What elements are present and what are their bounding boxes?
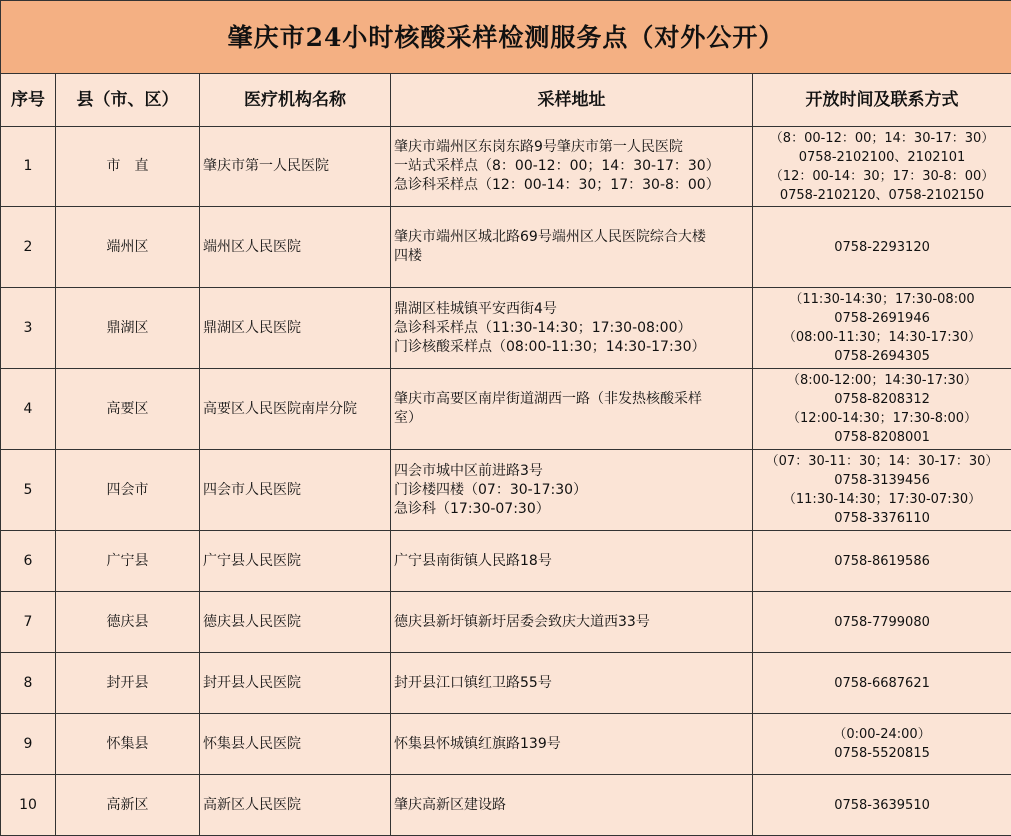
address-line: 鼎湖区桂城镇平安西街4号 (394, 300, 749, 319)
row-number: 7 (1, 592, 56, 653)
contact-line: 0758-2694305 (756, 347, 1008, 366)
contact-line: （08:00-11:30；14:30-17:30） (756, 328, 1008, 347)
county-cell: 德庆县 (56, 592, 200, 653)
hospital-cell: 端州区人民医院 (200, 207, 391, 288)
address-line: 怀集县怀城镇红旗路139号 (394, 735, 749, 754)
row-number: 5 (1, 450, 56, 531)
header-row (1, 74, 1011, 127)
table-row (1, 288, 1011, 369)
address-cell (391, 369, 753, 450)
address-cell (391, 288, 753, 369)
contact-line: （0:00-24:00） (756, 725, 1008, 744)
table-row (1, 450, 1011, 531)
address-cell (391, 592, 753, 653)
address-cell (391, 775, 753, 836)
contact-line: 0758-7799080 (756, 613, 1008, 632)
table-row (1, 369, 1011, 450)
address-cell (391, 207, 753, 288)
contact-cell (753, 775, 1011, 836)
address-line: 一站式采样点（8：00-12：00；14：30-17：30） (394, 157, 749, 176)
county-cell: 市 直 (56, 127, 200, 207)
contact-line: 0758-3639510 (756, 796, 1008, 815)
contact-cell (753, 450, 1011, 531)
address-line: 德庆县新圩镇新圩居委会致庆大道西33号 (394, 613, 749, 632)
table-row (1, 775, 1011, 836)
contact-line: 0758-8208001 (756, 428, 1008, 447)
row-number: 10 (1, 775, 56, 836)
contact-line: （8：00-12：00；14：30-17：30） (756, 129, 1008, 148)
address-line: 广宁县南街镇人民路18号 (394, 552, 749, 571)
row-number: 4 (1, 369, 56, 450)
row-number: 3 (1, 288, 56, 369)
contact-line: （12:00-14:30；17:30-8:00） (756, 409, 1008, 428)
contact-line: 0758-8619586 (756, 552, 1008, 571)
address-line: 肇庆市高要区南岸街道湖西一路（非发热核酸采样 (394, 390, 749, 409)
header-hospital: 医疗机构名称 (200, 74, 391, 127)
address-line: 门诊楼四楼（07：30-17:30） (394, 481, 749, 500)
address-cell (391, 450, 753, 531)
address-line: 肇庆市端州区城北路69号端州区人民医院综合大楼 (394, 228, 749, 247)
hospital-cell: 高新区人民医院 (200, 775, 391, 836)
table-row (1, 207, 1011, 288)
contact-line: （8:00-12:00；14:30-17:30） (756, 371, 1008, 390)
address-cell (391, 653, 753, 714)
contact-cell (753, 653, 1011, 714)
contact-line: 0758-3139456 (756, 471, 1008, 490)
contact-cell (753, 531, 1011, 592)
header-county: 县（市、区） (56, 74, 200, 127)
table-row (1, 127, 1011, 207)
table-row (1, 531, 1011, 592)
address-line: 封开县江口镇红卫路55号 (394, 674, 749, 693)
header-contact: 开放时间及联系方式 (753, 74, 1011, 127)
address-line: 四会市城中区前进路3号 (394, 462, 749, 481)
hospital-cell: 鼎湖区人民医院 (200, 288, 391, 369)
contact-line: （12：00-14：30；17：30-8：00） (756, 167, 1008, 186)
contact-line: （07：30-11：30；14：30-17：30） (756, 452, 1008, 471)
county-cell: 高要区 (56, 369, 200, 450)
row-number: 9 (1, 714, 56, 775)
address-line: 急诊科采样点（11:30-14:30；17:30-08:00） (394, 319, 749, 338)
address-line: 急诊科（17:30-07:30） (394, 500, 749, 519)
contact-line: 0758-2293120 (756, 238, 1008, 257)
contact-cell (753, 714, 1011, 775)
contact-line: 0758-2102100、2102101 (756, 148, 1008, 167)
address-line: 四楼 (394, 247, 749, 266)
contact-line: 0758-6687621 (756, 674, 1008, 693)
hospital-cell: 肇庆市第一人民医院 (200, 127, 391, 207)
contact-line: 0758-8208312 (756, 390, 1008, 409)
page-title: 肇庆市24小时核酸采样检测服务点（对外公开） (1, 1, 1011, 74)
address-line: 门诊核酸采样点（08:00-11:30；14:30-17:30） (394, 338, 749, 357)
address-cell (391, 531, 753, 592)
contact-cell (753, 369, 1011, 450)
county-cell: 封开县 (56, 653, 200, 714)
address-line: 急诊科采样点（12：00-14：30；17：30-8：00） (394, 176, 749, 195)
address-line: 肇庆市端州区东岗东路9号肇庆市第一人民医院 (394, 138, 749, 157)
contact-line: 0758-2691946 (756, 309, 1008, 328)
contact-cell (753, 288, 1011, 369)
address-line: 肇庆高新区建设路 (394, 796, 749, 815)
hospital-cell: 四会市人民医院 (200, 450, 391, 531)
table-row (1, 653, 1011, 714)
hospital-cell: 德庆县人民医院 (200, 592, 391, 653)
address-cell (391, 714, 753, 775)
address-line: 室） (394, 409, 749, 428)
county-cell: 端州区 (56, 207, 200, 288)
contact-line: 0758-2102120、0758-2102150 (756, 186, 1008, 205)
contact-line: 0758-5520815 (756, 744, 1008, 763)
row-number: 1 (1, 127, 56, 207)
county-cell: 四会市 (56, 450, 200, 531)
header-no: 序号 (1, 74, 56, 127)
hospital-cell: 封开县人民医院 (200, 653, 391, 714)
hospital-cell: 广宁县人民医院 (200, 531, 391, 592)
table-row (1, 714, 1011, 775)
row-number: 6 (1, 531, 56, 592)
contact-cell (753, 127, 1011, 207)
table-row (1, 592, 1011, 653)
header-address: 采样地址 (391, 74, 753, 127)
county-cell: 鼎湖区 (56, 288, 200, 369)
county-cell: 高新区 (56, 775, 200, 836)
county-cell: 广宁县 (56, 531, 200, 592)
hospital-cell: 怀集县人民医院 (200, 714, 391, 775)
address-cell (391, 127, 753, 207)
hospital-cell: 高要区人民医院南岸分院 (200, 369, 391, 450)
contact-line: （11:30-14:30；17:30-08:00 (756, 290, 1008, 309)
contact-line: （11:30-14:30；17:30-07:30） (756, 490, 1008, 509)
row-number: 8 (1, 653, 56, 714)
contact-cell (753, 592, 1011, 653)
contact-line: 0758-3376110 (756, 509, 1008, 528)
county-cell: 怀集县 (56, 714, 200, 775)
row-number: 2 (1, 207, 56, 288)
contact-cell (753, 207, 1011, 288)
